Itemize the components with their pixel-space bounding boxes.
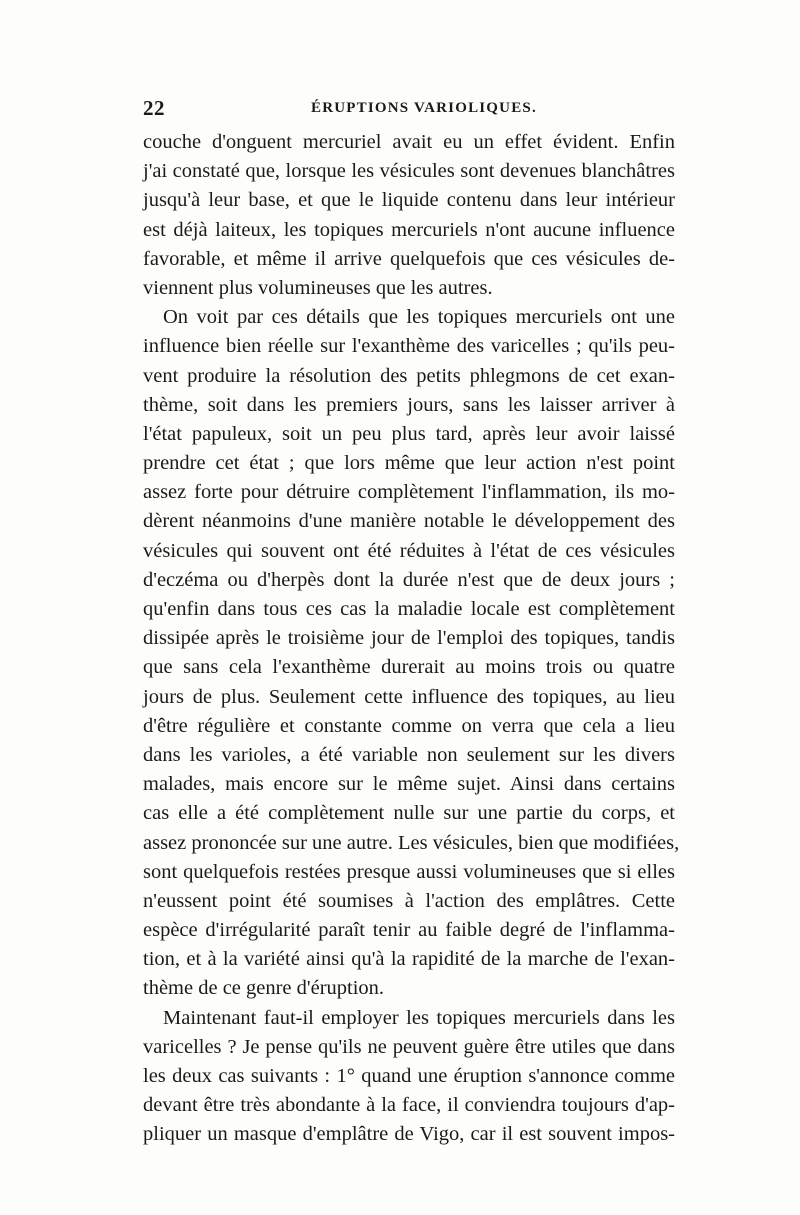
- text-line: malades, mais encore sur le même sujet. Ainsi dans certains: [143, 773, 675, 796]
- text-line: jours de plus. Seulement cette influence des topiques, au lieu: [143, 685, 675, 708]
- text-line: couche d'onguent mercuriel avait eu un effet évident. Enfin: [143, 131, 675, 153]
- text-line: assez forte pour détruire complètement l'inflammation, ils mo-: [143, 481, 675, 504]
- text-line: jusqu'à leur base, et que le liquide contenu dans leur intérieur: [143, 189, 675, 212]
- text-line: vésicules qui souvent ont été réduites à l'état de ces vésicules: [143, 539, 675, 562]
- text-line: cas elle a été complètement nulle sur une partie du corps, et: [143, 802, 675, 825]
- text-line: d'être régulière et constante comme on verra que cela a lieu: [143, 714, 675, 737]
- text-line: devant être très abondante à la face, il conviendra toujours d'ap-: [143, 1094, 675, 1117]
- page-number: 22: [143, 96, 165, 120]
- text-line: influence bien réelle sur l'exanthème des varicelles ; qu'ils peu-: [143, 335, 675, 358]
- text-line: viennent plus volumineuses que les autres.: [143, 276, 493, 299]
- text-line: varicelles ? Je pense qu'ils ne peuvent guère être utiles que dans: [143, 1035, 675, 1058]
- text-line: Maintenant faut-il employer les topiques mercuriels dans les: [163, 1006, 675, 1029]
- running-title: ÉRUPTIONS VARIOLIQUES.: [311, 100, 537, 116]
- text-line: dans les varioles, a été variable non seulement sur les divers: [143, 743, 675, 766]
- text-line: n'eussent point été soumises à l'action des emplâtres. Cette: [143, 889, 675, 912]
- text-line: thème, soit dans les premiers jours, sans les laisser arriver à: [143, 393, 675, 416]
- text-line: sont quelquefois restées presque aussi volumineuses que si elles: [143, 860, 675, 883]
- text-line: favorable, et même il arrive quelquefois que ces vésicules de-: [143, 247, 675, 270]
- text-line: l'état papuleux, soit un peu plus tard, après leur avoir laissé: [143, 422, 675, 445]
- text-line: les deux cas suivants : 1° quand une éruption s'annonce comme: [143, 1065, 675, 1087]
- text-line: vent produire la résolution des petits phlegmons de cet exan-: [143, 364, 675, 387]
- text-line: j'ai constaté que, lorsque les vésicules sont devenues blanchâtres: [143, 160, 675, 183]
- text-line: espèce d'irrégularité paraît tenir au faible degré de l'inflamma-: [143, 919, 675, 942]
- page-header: [143, 96, 675, 126]
- text-line: pliquer un masque d'emplâtre de Vigo, car il est souvent impos-: [143, 1123, 675, 1146]
- text-line: qu'enfin dans tous ces cas la maladie locale est complètement: [143, 598, 675, 620]
- text-line: dèrent néanmoins d'une manière notable le développement des: [143, 510, 675, 533]
- text-line: prendre cet état ; que lors même que leur action n'est point: [143, 452, 675, 475]
- text-line: tion, et à la variété ainsi qu'à la rapidité de la marche de l'exan-: [143, 948, 675, 971]
- text-line: d'eczéma ou d'herpès dont la durée n'est que de deux jours ;: [143, 568, 675, 591]
- text-line: On voit par ces détails que les topiques mercuriels ont une: [163, 306, 675, 329]
- text-line: dissipée après le troisième jour de l'emploi des topiques, tandis: [143, 627, 675, 650]
- text-line: thème de ce genre d'éruption.: [143, 977, 385, 1000]
- text-line: est déjà laiteux, les topiques mercuriels n'ont aucune influence: [143, 218, 675, 241]
- body-text: [143, 128, 680, 1150]
- text-line: assez prononcée sur une autre. Les vésicules, bien que modifiées,: [143, 831, 680, 854]
- text-line: que sans cela l'exanthème durerait au moins trois ou quatre: [143, 656, 675, 679]
